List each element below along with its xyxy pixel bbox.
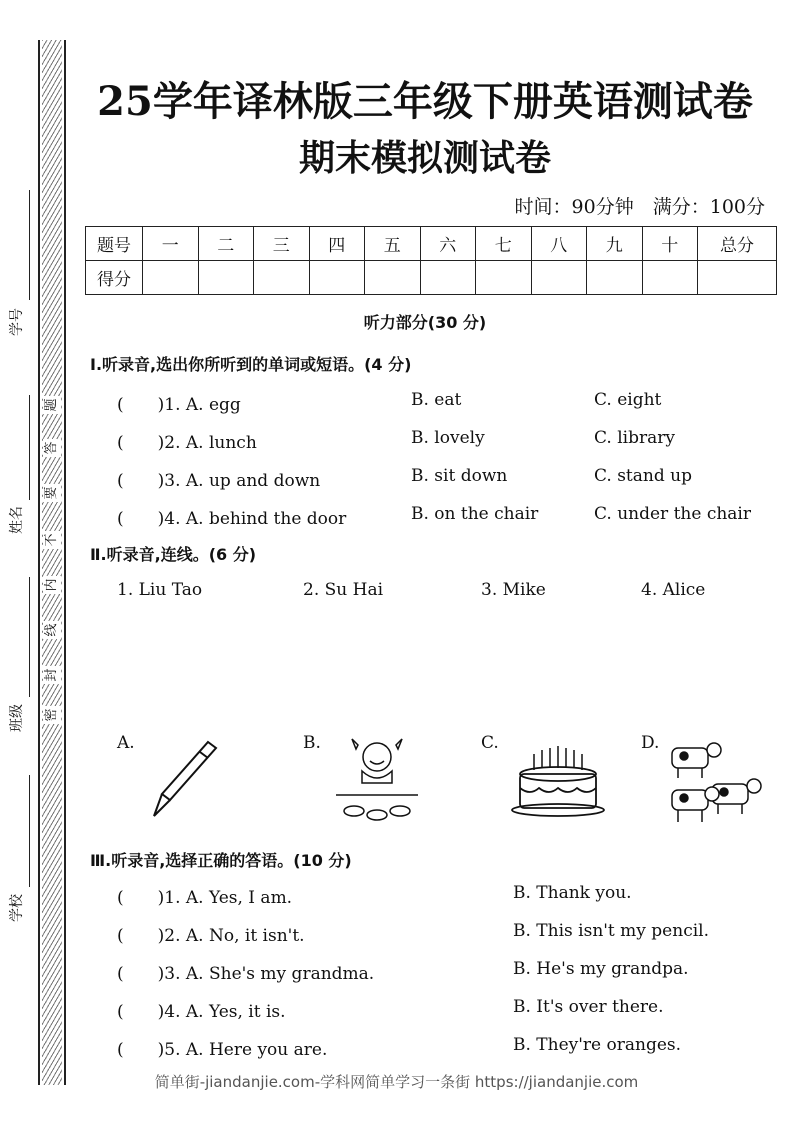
picture-b-label: B.	[303, 733, 321, 753]
seal-char: 内	[43, 576, 61, 594]
cows-icon[interactable]	[666, 736, 766, 828]
seal-char: 答	[43, 439, 61, 457]
header-cell: 五	[365, 227, 421, 261]
header-cell: 总分	[698, 227, 777, 261]
s1-q4-b: B. on the chair	[411, 504, 539, 524]
s1-q3-c: C. stand up	[594, 466, 692, 486]
class-label: 班级	[9, 704, 25, 732]
score-cell[interactable]	[254, 261, 310, 295]
seal-char: 不	[43, 531, 61, 549]
s1-q2-b: B. lovely	[411, 428, 485, 448]
score-cell[interactable]	[198, 261, 254, 295]
birthday-cake-icon[interactable]	[508, 738, 608, 818]
s3-q3-b: B. He's my grandpa.	[513, 959, 689, 979]
header-cell: 八	[531, 227, 587, 261]
seal-char: 题	[43, 396, 61, 414]
header-cell: 一	[143, 227, 199, 261]
s1-q1-c: C. eight	[594, 390, 662, 410]
row-label: 得分	[86, 261, 143, 295]
name-line[interactable]	[29, 395, 30, 500]
picture-c-label: C.	[481, 733, 499, 753]
margin-line	[64, 40, 66, 1085]
s3-q4-a[interactable]: ( )4. A. Yes, it is.	[117, 1002, 286, 1022]
score-cell[interactable]	[309, 261, 365, 295]
score-cell[interactable]	[698, 261, 777, 295]
header-cell: 七	[476, 227, 532, 261]
s1-q3-b: B. sit down	[411, 466, 508, 486]
s3-q3-a[interactable]: ( )3. A. She's my grandma.	[117, 964, 375, 984]
score-row	[86, 261, 777, 295]
score-cell[interactable]	[531, 261, 587, 295]
header-cell: 六	[420, 227, 476, 261]
name-label: 姓名	[9, 506, 25, 534]
class-line[interactable]	[29, 577, 30, 697]
score-cell[interactable]	[365, 261, 421, 295]
s1-q1-a[interactable]: ( )1. A. egg	[117, 395, 241, 415]
exam-info: 时间：90分钟 满分：100分	[514, 196, 765, 218]
s1-q2-a[interactable]: ( )2. A. lunch	[117, 433, 257, 453]
binding-hatch	[42, 40, 62, 1085]
name-alice[interactable]: 4. Alice	[641, 580, 706, 600]
s1-q1-b: B. eat	[411, 390, 462, 410]
exam-subtitle: 期末模拟测试卷	[298, 137, 551, 179]
s3-q1-b: B. Thank you.	[513, 883, 632, 903]
s3-q2-a[interactable]: ( )2. A. No, it isn't.	[117, 926, 305, 946]
score-table-header	[86, 227, 777, 261]
exam-title: 25学年译林版三年级下册英语测试卷	[97, 78, 753, 125]
seal-char: 封	[43, 666, 61, 684]
s1-q2-c: C. library	[594, 428, 675, 448]
section1-heading: Ⅰ.听录音,选出你所听到的单词或短语。(4 分)	[90, 355, 412, 374]
s3-q5-b: B. They're oranges.	[513, 1035, 682, 1055]
girl-drawing-icon[interactable]	[332, 735, 422, 825]
s1-q4-c: C. under the chair	[594, 504, 751, 524]
score-cell[interactable]	[476, 261, 532, 295]
picture-d-label: D.	[641, 733, 660, 753]
pen-icon[interactable]	[150, 738, 222, 820]
header-cell: 三	[254, 227, 310, 261]
score-cell[interactable]	[143, 261, 199, 295]
score-table	[85, 226, 777, 295]
name-mike[interactable]: 3. Mike	[481, 580, 546, 600]
section3-heading: Ⅲ.听录音,选择正确的答语。(10 分)	[90, 851, 352, 870]
school-line[interactable]	[29, 775, 30, 887]
seal-char: 线	[43, 621, 61, 639]
header-cell: 九	[587, 227, 643, 261]
s1-q3-a[interactable]: ( )3. A. up and down	[117, 471, 321, 491]
seal-char: 要	[43, 484, 61, 502]
header-cell: 十	[642, 227, 698, 261]
picture-a-label: A.	[117, 733, 135, 753]
student-id-line[interactable]	[29, 190, 30, 300]
student-id-label: 学号	[9, 308, 25, 336]
school-label: 学校	[9, 894, 25, 922]
name-su-hai[interactable]: 2. Su Hai	[303, 580, 384, 600]
header-cell: 题号	[86, 227, 143, 261]
score-cell[interactable]	[420, 261, 476, 295]
section2-heading: Ⅱ.听录音,连线。(6 分)	[90, 545, 257, 564]
header-cell: 二	[198, 227, 254, 261]
score-cell[interactable]	[642, 261, 698, 295]
score-cell[interactable]	[587, 261, 643, 295]
s1-q4-a[interactable]: ( )4. A. behind the door	[117, 509, 347, 529]
s3-q4-b: B. It's over there.	[513, 997, 664, 1017]
s3-q5-a[interactable]: ( )5. A. Here you are.	[117, 1040, 328, 1060]
footer-watermark: 简单街-jiandanjie.com-学科网简单学习一条街 https://jiandanjie.com	[154, 1073, 639, 1091]
listening-heading: 听力部分(30 分)	[363, 313, 487, 332]
header-cell: 四	[309, 227, 365, 261]
name-liu-tao[interactable]: 1. Liu Tao	[117, 580, 203, 600]
s3-q1-a[interactable]: ( )1. A. Yes, I am.	[117, 888, 293, 908]
margin-line	[38, 40, 40, 1085]
seal-char: 密	[43, 706, 61, 724]
s3-q2-b: B. This isn't my pencil.	[513, 921, 709, 941]
